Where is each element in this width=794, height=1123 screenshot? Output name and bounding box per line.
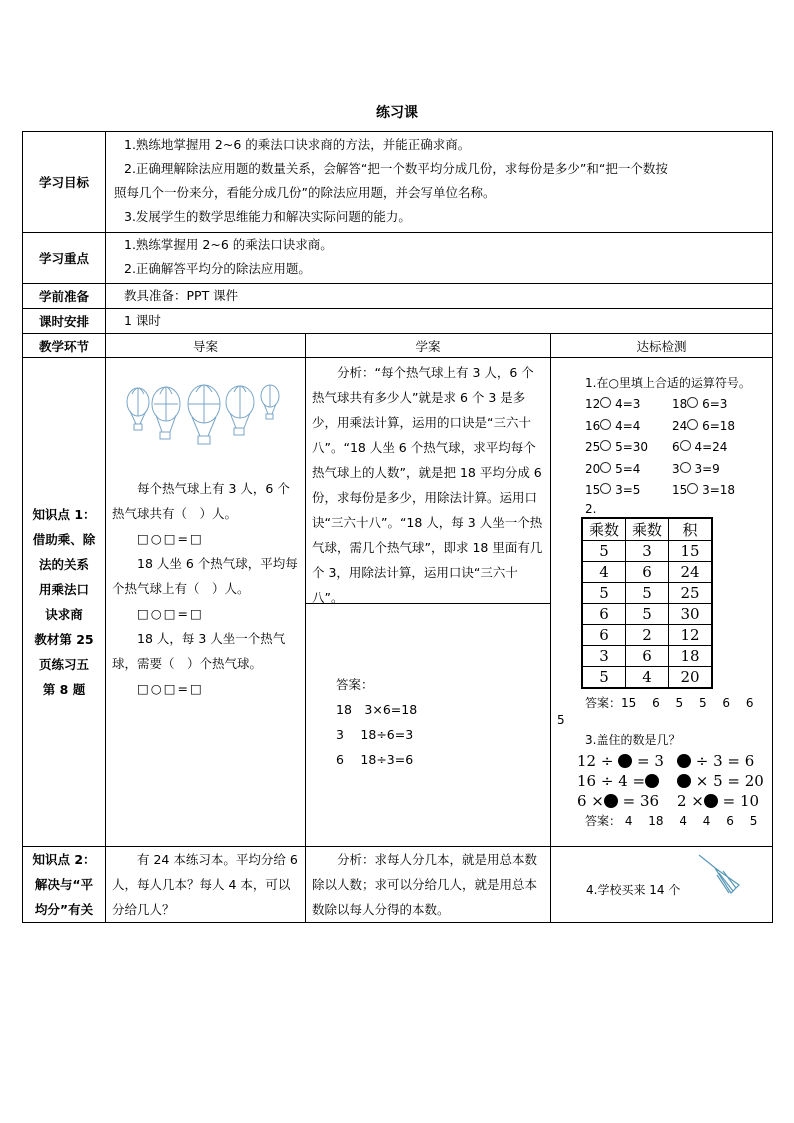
focus-line: 1.熟练掌握用 2~6 的乘法口诀求商。 [124, 237, 333, 252]
eq-part: 2 × [677, 791, 704, 810]
covered-dot-icon [677, 754, 691, 768]
header-check: 达标检测 [551, 334, 773, 358]
op-num: 6 [672, 440, 680, 454]
op-num: 24 [672, 418, 688, 433]
eq-part: 12 ÷ [577, 751, 614, 770]
op-rest: 3=5 [615, 483, 641, 497]
header-study: 学案 [306, 334, 551, 358]
blank-circle[interactable] [600, 483, 611, 494]
kp2-check-text: 4.学校买来 14 个 [586, 883, 681, 897]
op-num: 18 [672, 397, 688, 411]
mul-header: 乘数 [626, 518, 669, 541]
covered-dot-icon [677, 774, 691, 788]
schedule-text: 1 课时 [124, 313, 161, 328]
blank-circle[interactable] [680, 462, 691, 473]
op-num: 15 [585, 483, 601, 497]
kp1-label-line: 诀求商 [45, 607, 83, 622]
kp1-guide [106, 358, 306, 847]
goal-line: 1.熟练地掌握用 2~6 的乘法口诀求商的方法，并能正确求商。 [124, 137, 471, 152]
eq-part: = 10 [722, 791, 760, 810]
mul-cell: 12 [669, 624, 713, 645]
op-row [585, 416, 768, 438]
kp2-label [23, 847, 106, 923]
op-row [585, 394, 768, 416]
mul-cell: 5 [582, 582, 626, 603]
kp2-guide [106, 847, 306, 923]
study-answer-cell [306, 604, 550, 772]
blank-circle[interactable] [687, 397, 698, 408]
check-answer-2: 答案：15 6 5 5 6 6 [585, 695, 754, 710]
header-stage: 教学环节 [23, 334, 106, 358]
study-answer: 3 18÷6=3 [336, 727, 414, 742]
mul-cell: 6 [626, 561, 669, 582]
covered-dot-icon [645, 774, 659, 788]
kp2-guide-text: 有 24 本练习本。平均分给 6 人，每人几本？每人 4 本，可以分给几人？ [112, 852, 298, 917]
blank-circle[interactable] [600, 462, 611, 473]
eq-row [577, 791, 768, 811]
blank-circle[interactable] [600, 440, 611, 451]
op-rest: 6=18 [702, 418, 736, 433]
mul-cell: 5 [582, 666, 626, 688]
op-rest: 6=3 [702, 397, 728, 411]
mul-cell: 6 [626, 645, 669, 666]
kp2-study [306, 847, 551, 923]
goals-label: 学习目标 [23, 132, 106, 233]
blank-circle[interactable] [687, 419, 698, 430]
mul-cell: 4 [626, 666, 669, 688]
op-rest: 5=30 [615, 440, 649, 454]
goal-line: 照每几个一份来分，看能分成几份”的除法应用题，并会写单位名称。 [114, 185, 496, 200]
kp1-label-line: 用乘法口 [38, 582, 89, 597]
guide-boxes-3: □○□=□ [137, 681, 204, 696]
study-answer-label: 答案： [336, 677, 374, 692]
covered-dot-icon [704, 794, 718, 808]
mul-cell: 2 [626, 624, 669, 645]
covered-dot-icon [618, 754, 632, 768]
kp1-study [306, 358, 551, 847]
mul-cell: 5 [626, 603, 669, 624]
schedule-content [106, 309, 773, 334]
mul-cell: 6 [582, 624, 626, 645]
goal-line: 2.正确理解除法应用题的数量关系，会解答“把一个数平均分成几份，求每份是多少”和“把一个数按 [124, 161, 668, 176]
mul-header: 乘数 [582, 518, 626, 541]
study-answer: 18 3×6=18 [336, 702, 418, 717]
mul-cell: 5 [626, 582, 669, 603]
guide-question-3: 18 人，每 3 人坐一个热气球，需要（ ）个热气球。 [112, 631, 286, 671]
check-q3: 3.盖住的数是几？ [585, 732, 681, 747]
check-q1: 1.在○里填上合适的运算符号。 [585, 376, 751, 390]
kp2-label-line: 知识点 2： [32, 852, 96, 867]
mul-header: 积 [669, 518, 713, 541]
op-rest: 4=4 [615, 418, 641, 433]
study-analysis-cell [306, 358, 550, 604]
mul-cell: 3 [582, 645, 626, 666]
kp1-label-line: 第 8 题 [42, 682, 86, 697]
mul-cell: 30 [669, 603, 713, 624]
eq-row [577, 771, 768, 791]
schedule-label: 课时安排 [23, 309, 106, 334]
operator-exercises [559, 394, 768, 502]
op-rest: 4=24 [694, 440, 728, 454]
mul-cell: 3 [626, 540, 669, 561]
covered-dot-icon [604, 794, 618, 808]
kp2-check [551, 847, 773, 923]
op-num: 12 [585, 397, 601, 411]
op-rest: 3=9 [694, 461, 720, 476]
focus-label: 学习重点 [23, 233, 106, 284]
lesson-table [22, 131, 773, 923]
eq-part: ÷ 3 = 6 [695, 751, 755, 770]
check-answer-3: 答案： 4 18 4 4 6 5 [585, 813, 758, 828]
op-num: 15 [672, 483, 688, 497]
focus-line: 2.正确解答平均分的除法应用题。 [124, 261, 311, 276]
blank-circle[interactable] [600, 419, 611, 430]
check-q2: 2. [585, 501, 597, 516]
header-guide: 导案 [106, 334, 306, 358]
prep-content [106, 284, 773, 309]
op-row [585, 437, 768, 459]
prep-label: 学前准备 [23, 284, 106, 309]
kp1-label-line: 教材第 25 [34, 632, 94, 647]
guide-boxes-1: □○□=□ [137, 531, 204, 546]
op-num: 16 [585, 418, 601, 433]
op-num: 20 [585, 461, 601, 476]
eq-part: = 3 [637, 751, 664, 770]
blank-circle[interactable] [687, 483, 698, 494]
broom-icon [695, 851, 741, 897]
eq-part: 6 × [577, 791, 604, 810]
mul-cell: 20 [669, 666, 713, 688]
study-answer: 6 18÷3=6 [336, 752, 414, 767]
kp1-label [23, 358, 106, 847]
page-title: 练习课 [376, 105, 418, 121]
op-row [585, 459, 768, 481]
op-rest: 4=3 [615, 397, 641, 411]
multiplication-table [581, 517, 713, 689]
kp1-label-line: 借助乘、除 [32, 532, 96, 547]
covered-number-exercises [559, 751, 768, 811]
guide-boxes-2: □○□=□ [137, 606, 204, 621]
prep-text: 教具准备：PPT 课件 [124, 288, 239, 303]
op-rest: 3=18 [702, 483, 736, 497]
blank-circle[interactable] [600, 397, 611, 408]
blank-circle[interactable] [680, 440, 691, 451]
goal-line: 3.发展学生的数学思维能力和解决实际问题的能力。 [124, 209, 411, 224]
eq-row [577, 751, 768, 771]
kp2-label-line: 解决与“平 [34, 877, 94, 892]
goals-content [106, 132, 773, 233]
mul-cell: 4 [582, 561, 626, 582]
op-rest: 5=4 [615, 461, 641, 476]
op-row [585, 480, 768, 502]
study-analysis: 分析：“每个热气球上有 3 人，6 个热气球共有多少人”就是求 6 个 3 是多少，用乘法计算，运用的口诀是“三六十八”。“18 人坐 6 个热气球，求平均每个热气球上的人数”，就是把 18 平均分成 6 份，求每份是多少，用除法计算。运用口诀“三六十八”。“18 人，每 3 人坐一个热气球，需几个热气球”，即求 18 里面有几个 3，用除法计算，运用口诀“三六十八”。 [312, 365, 543, 605]
guide-question-2: 18 人坐 6 个热气球，平均每个热气球上有（ ）人。 [112, 556, 298, 596]
check-answer-2b: 5 [557, 712, 565, 727]
focus-content [106, 233, 773, 284]
guide-question-1: 每个热气球上有 3 人，6 个热气球共有（ ）人。 [112, 481, 290, 521]
eq-part: × 5 = 20 [695, 771, 764, 790]
hot-air-balloons-illustration [124, 384, 294, 460]
mul-cell: 15 [669, 540, 713, 561]
op-num: 25 [585, 440, 601, 454]
kp2-study-text: 分析：求每人分几本，就是用总本数除以人数；求可以分给几人，就是用总本数除以每人分得的本数。 [312, 852, 538, 917]
mul-cell: 6 [582, 603, 626, 624]
kp1-check [551, 358, 773, 847]
eq-part: = 36 [622, 791, 660, 810]
kp1-label-line: 知识点 1： [32, 507, 96, 522]
kp1-label-line: 法的关系 [38, 557, 89, 572]
op-num: 3 [672, 461, 680, 476]
kp1-label-line: 页练习五 [38, 657, 89, 672]
kp2-label-line: 均分”有关 [34, 902, 94, 917]
mul-cell: 24 [669, 561, 713, 582]
mul-cell: 18 [669, 645, 713, 666]
mul-cell: 25 [669, 582, 713, 603]
mul-cell: 5 [582, 540, 626, 561]
eq-part: 16 ÷ 4 = [577, 771, 646, 790]
